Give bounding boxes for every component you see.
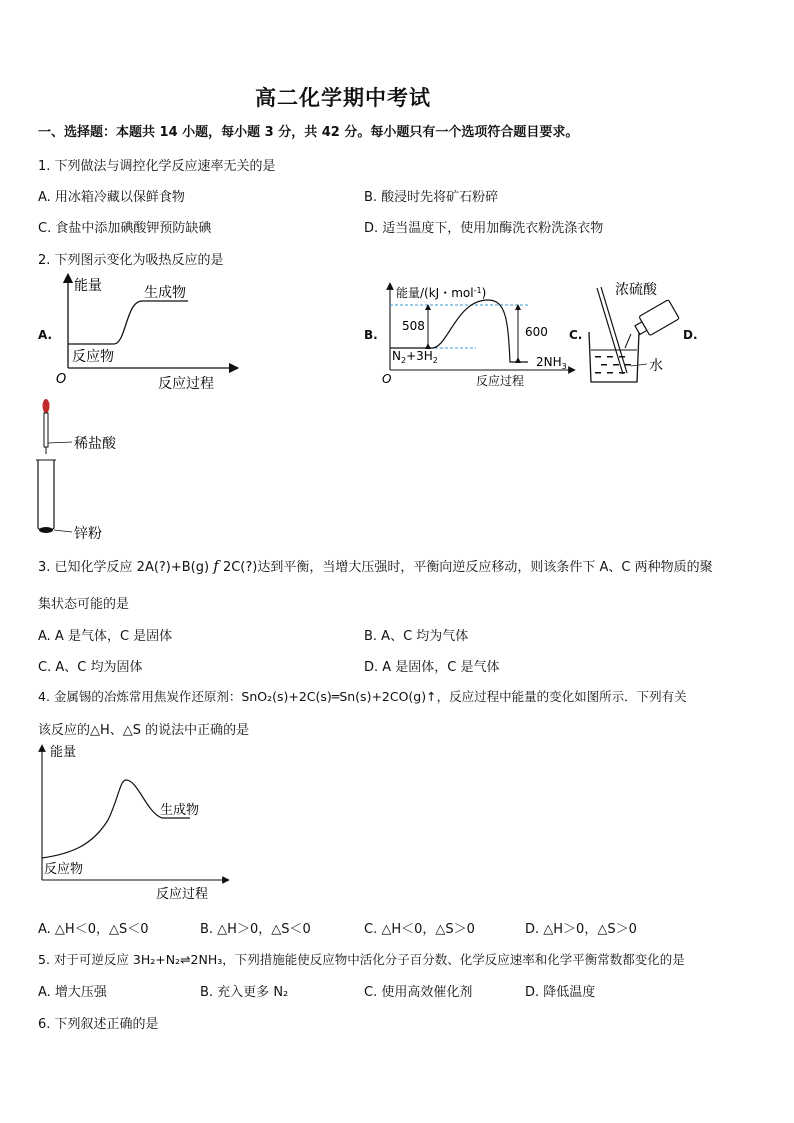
figure-a-reactant-label: 反应物 xyxy=(72,349,114,365)
figure-a-origin: O xyxy=(56,372,67,387)
figure-d-acid-label: 稀盐酸 xyxy=(74,436,116,452)
question-5-option-a: A. 增大压强 xyxy=(38,985,107,1000)
question-1-option-b: B. 酸浸时先将矿石粉碎 xyxy=(364,190,499,205)
question-1-option-c: C. 食盐中添加碘酸钾预防缺碘 xyxy=(38,221,212,236)
figure-b-energy-diagram xyxy=(376,280,576,388)
figure-b-value-508: 508 xyxy=(402,319,425,333)
question-2-option-a: A. xyxy=(38,328,53,342)
question-3-option-d: D. A 是固体，C 是气体 xyxy=(364,660,500,675)
question-2-option-d: D. xyxy=(683,328,698,342)
figure-d-apparatus xyxy=(30,394,150,542)
figure-b-value-600: 600 xyxy=(525,325,548,339)
water-hatch xyxy=(595,356,631,374)
question-3-option-c: C. A、C 均为固体 xyxy=(38,660,143,675)
q4-y-label: 能量 xyxy=(50,745,77,760)
section-header: 一、选择题：本题共 14 小题，每小题 3 分，共 42 分。每小题只有一个选项符合题目要求。 xyxy=(38,125,579,140)
question-4-option-c: C. △H＜0，△S＞0 xyxy=(364,922,475,937)
question-1-option-d: D. 适当温度下，使用加酶洗衣粉洗涤衣物 xyxy=(364,221,604,236)
figure-a-x-label: 反应过程 xyxy=(158,376,214,392)
question-6-stem: 6. 下列叙述正确的是 xyxy=(38,1017,159,1032)
figure-c-acid-label: 浓硫酸 xyxy=(615,282,657,298)
figure-a-product-label: 生成物 xyxy=(144,285,186,301)
figure-b-product-label: $2NH_3$ xyxy=(536,355,567,371)
figure-b-origin: O xyxy=(382,372,392,386)
acid-bottle xyxy=(632,300,679,340)
question-4-option-a: A. △H＜0，△S＜0 xyxy=(38,922,149,937)
figure-d-zinc-label: 锌粉 xyxy=(74,526,102,542)
question-2-stem: 2. 下列图示变化为吸热反应的是 xyxy=(38,253,224,268)
figure-b-x-label: 反应过程 xyxy=(476,374,525,388)
question-5-stem: 5. 对于可逆反应 3H₂+N₂⇌2NH₃，下列措施能使反应物中活化分子百分数、化学反应速率和化学平衡常数都变化的是 xyxy=(38,952,685,967)
question-4-stem: 4. 金属锡的冶炼常用焦炭作还原剂：SnO₂(s)+2C(s)═Sn(s)+2CO(g)↑，反应过程中能量的变化如图所示．下列有关 xyxy=(38,689,687,704)
question-4-option-b: B. △H＞0，△S＜0 xyxy=(200,922,311,937)
question-4-option-d: D. △H＞0，△S＞0 xyxy=(525,922,637,937)
question-5-option-c: C. 使用高效催化剂 xyxy=(364,985,473,1000)
question-3-stem-cont: 集状态可能的是 xyxy=(38,597,130,612)
question-3-stem: 3. 已知化学反应 2A(?)+B(g) f 2C(?)达到平衡，当增大压强时，平衡向逆反应移动，则该条件下 A、C 两种物质的聚 xyxy=(38,557,713,575)
question-4-stem-cont: 该反应的△H、△S 的说法中正确的是 xyxy=(38,723,250,738)
question-2-option-b: B. xyxy=(364,328,378,342)
question-4-energy-diagram xyxy=(30,742,230,906)
question-1-stem: 1. 下列做法与调控化学反应速率无关的是 xyxy=(38,159,276,174)
question-2-option-c: C. xyxy=(569,328,583,342)
q4-x-label: 反应过程 xyxy=(156,887,209,902)
question-1-option-a: A. 用冰箱冷藏以保鲜食物 xyxy=(38,190,185,205)
question-3-option-a: A. A 是气体，C 是固体 xyxy=(38,629,173,644)
figure-c-apparatus xyxy=(585,276,685,388)
figure-c-water-label: 水 xyxy=(649,358,663,374)
figure-a-energy-diagram xyxy=(52,272,242,394)
question-5-option-b: B. 充入更多 N₂ xyxy=(200,985,289,1000)
figure-b-y-label: 能量/(kJ・mol$^{-1}$) xyxy=(396,285,487,300)
q4-product-label: 生成物 xyxy=(160,803,200,818)
figure-b-reactant-label: $N_2+3H_2$ xyxy=(392,349,438,365)
figure-a-y-label: 能量 xyxy=(74,278,102,294)
question-5-option-d: D. 降低温度 xyxy=(525,985,596,1000)
question-3-option-b: B. A、C 均为气体 xyxy=(364,629,469,644)
dropper-bulb xyxy=(43,399,50,413)
page-title: 高二化学期中考试 xyxy=(255,86,431,110)
q4-reactant-label: 反应物 xyxy=(44,862,84,877)
